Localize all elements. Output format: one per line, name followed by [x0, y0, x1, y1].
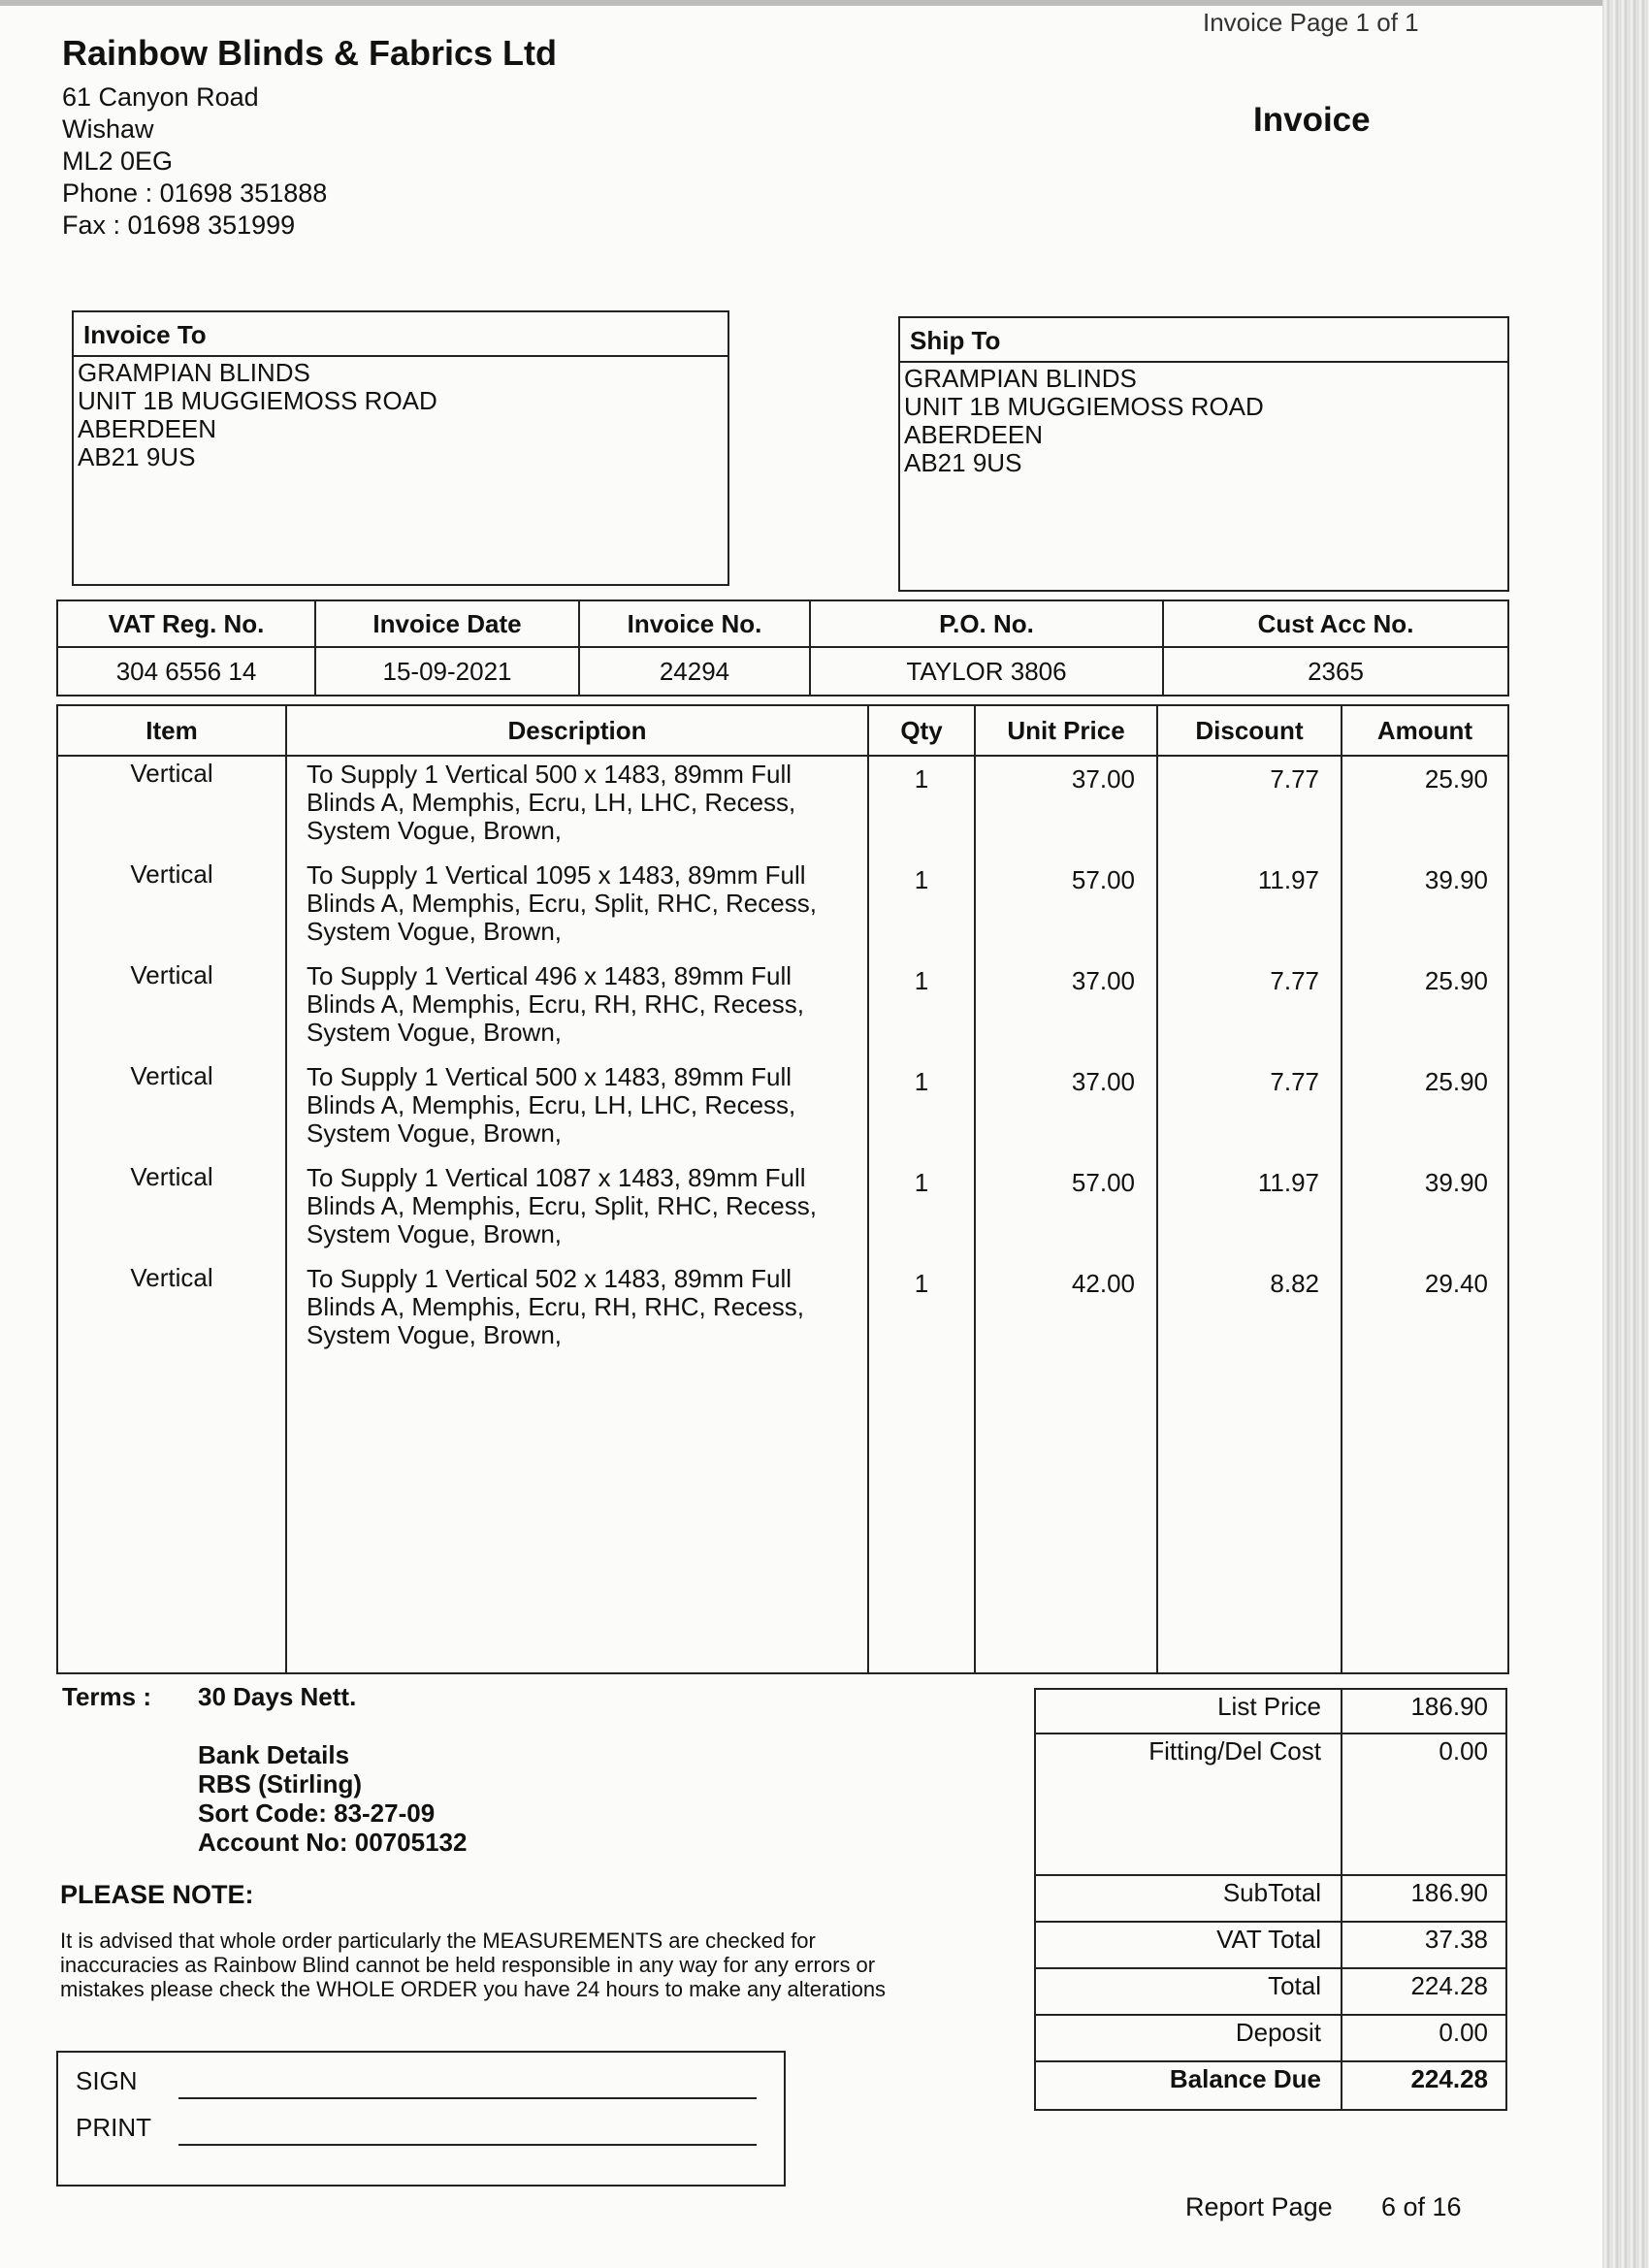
deposit-label: Deposit [1235, 2018, 1321, 2047]
qty-cell: 1 [914, 1067, 929, 1096]
invoice-date-header: Invoice Date [315, 600, 579, 647]
cust-acc-value: 2365 [1163, 647, 1508, 696]
totals-box [1034, 1688, 1507, 2111]
discount-header: Discount [1195, 716, 1304, 745]
line-items-table [56, 704, 1509, 1674]
scan-edge-top [0, 0, 1602, 6]
vat-reg-header: VAT Reg. No. [57, 600, 315, 647]
bank-line: Sort Code: 83-27-09 [198, 1798, 436, 1828]
ship-to-label: Ship To [900, 318, 1507, 363]
description-line: System Vogue, Brown, [307, 917, 563, 946]
address-line: GRAMPIAN BLINDS [904, 364, 1137, 393]
balance-value: 224.28 [1410, 2064, 1488, 2093]
description-cell [307, 962, 927, 1047]
terms-label: Terms : [62, 1682, 151, 1711]
invoice-page-number: Invoice Page 1 of 1 [1203, 8, 1419, 37]
item-cell: Vertical [130, 960, 213, 989]
address-line: ABERDEEN [904, 420, 1044, 449]
address-line: ABERDEEN [78, 414, 217, 443]
company-name: Rainbow Blinds & Fabrics Ltd [62, 33, 558, 73]
description-cell [307, 1265, 927, 1349]
bank-line: RBS (Stirling) [198, 1769, 362, 1798]
ship-to-box [898, 316, 1509, 592]
total-row [1036, 1969, 1505, 2016]
address-line: UNIT 1B MUGGIEMOSS ROAD [904, 392, 1264, 421]
amount-header: Amount [1376, 716, 1473, 745]
qty-cell: 1 [914, 966, 929, 995]
print-label: PRINT [76, 2113, 151, 2142]
invoice-no-header: Invoice No. [579, 600, 810, 647]
qty-cell: 1 [914, 1168, 929, 1197]
sign-label: SIGN [76, 2066, 138, 2095]
po-no-value: TAYLOR 3806 [810, 647, 1163, 696]
list-price-value: 186.90 [1410, 1692, 1488, 1721]
list-price-label: List Price [1217, 1692, 1321, 1721]
description-line: To Supply 1 Vertical 500 x 1483, 89mm Full [307, 760, 792, 789]
report-page-value: 6 of 16 [1381, 2192, 1462, 2221]
table-row [58, 960, 1507, 1061]
print-line[interactable] [178, 2144, 757, 2146]
company-phone: Phone : 01698 351888 [62, 178, 328, 208]
deposit-value: 0.00 [1439, 2018, 1488, 2047]
note-line: inaccuracies as Rainbow Blind cannot be held responsible in any way for any errors or [60, 1953, 876, 1977]
invoice-to-label: Invoice To [74, 312, 728, 357]
description-cell [307, 1063, 927, 1148]
description-line: Blinds A, Memphis, Ecru, LH, LHC, Recess, [307, 1090, 796, 1119]
company-fax: Fax : 01698 351999 [62, 211, 296, 240]
fitting-row [1036, 1734, 1505, 1876]
vat-value: 37.38 [1424, 1925, 1488, 1954]
table-row [58, 1061, 1507, 1162]
subtotal-value: 186.90 [1410, 1878, 1488, 1907]
fitting-label: Fitting/Del Cost [1148, 1736, 1321, 1766]
po-no-header: P.O. No. [810, 600, 1163, 647]
table-row [58, 1162, 1507, 1263]
unit-price-cell: 57.00 [1071, 865, 1135, 894]
note-line: mistakes please check the WHOLE ORDER you have 24 hours to make any alterations [60, 1977, 887, 2001]
subtotal-row [1036, 1876, 1505, 1923]
description-line: To Supply 1 Vertical 1095 x 1483, 89mm Full [307, 860, 806, 890]
total-label: Total [1268, 1971, 1321, 2000]
subtotal-label: SubTotal [1222, 1878, 1321, 1907]
unit-price-cell: 57.00 [1071, 1168, 1135, 1197]
invoice-to-box [72, 310, 729, 586]
unit-price-cell: 42.00 [1071, 1269, 1135, 1298]
item-cell: Vertical [130, 1263, 213, 1292]
amount-cell: 29.40 [1424, 1269, 1488, 1298]
description-line: To Supply 1 Vertical 1087 x 1483, 89mm Full [307, 1163, 806, 1192]
qty-cell: 1 [914, 865, 929, 894]
note-line: It is advised that whole order particularly the MEASUREMENTS are checked for [60, 1928, 816, 1953]
invoice-date-value: 15-09-2021 [315, 647, 579, 696]
description-line: System Vogue, Brown, [307, 816, 563, 845]
vat-reg-value: 304 6556 14 [57, 647, 315, 696]
unit-price-cell: 37.00 [1071, 764, 1135, 794]
vat-row [1036, 1923, 1505, 1969]
address-line: GRAMPIAN BLINDS [78, 358, 310, 387]
description-line: System Vogue, Brown, [307, 1320, 563, 1349]
amount-cell: 39.90 [1424, 1168, 1488, 1197]
deposit-row [1036, 2016, 1505, 2062]
report-page-label: Report Page [1185, 2192, 1333, 2221]
bank-details [198, 1740, 467, 1857]
unit-price-cell: 37.00 [1071, 966, 1135, 995]
amount-cell: 25.90 [1424, 764, 1488, 794]
scan-edge-right [1602, 0, 1649, 2268]
balance-label: Balance Due [1169, 2064, 1321, 2093]
description-line: Blinds A, Memphis, Ecru, Split, RHC, Recess, [307, 889, 817, 918]
description-line: To Supply 1 Vertical 502 x 1483, 89mm Full [307, 1264, 792, 1293]
discount-cell: 7.77 [1270, 764, 1319, 794]
terms-value: 30 Days Nett. [198, 1682, 357, 1711]
note-title: PLEASE NOTE: [60, 1880, 254, 1909]
item-cell: Vertical [130, 859, 213, 889]
item-cell: Vertical [130, 1162, 213, 1191]
invoice-info-table [56, 599, 1509, 697]
amount-cell: 39.90 [1424, 865, 1488, 894]
discount-cell: 7.77 [1270, 966, 1319, 995]
description-cell [307, 1164, 927, 1248]
discount-cell: 8.82 [1270, 1269, 1319, 1298]
qty-cell: 1 [914, 1269, 929, 1298]
signature-box [56, 2051, 786, 2187]
balance-row [1036, 2062, 1505, 2109]
description-cell [307, 861, 927, 946]
table-row [58, 859, 1507, 960]
description-line: System Vogue, Brown, [307, 1118, 563, 1148]
vat-label: VAT Total [1216, 1925, 1321, 1954]
item-cell: Vertical [130, 759, 213, 788]
unit-price-cell: 37.00 [1071, 1067, 1135, 1096]
table-row [58, 1263, 1507, 1364]
ship-to-address [900, 363, 1507, 479]
bank-line: Bank Details [198, 1740, 350, 1769]
qty-cell: 1 [914, 764, 929, 794]
sign-line[interactable] [178, 2097, 757, 2099]
company-address-line: ML2 0EG [62, 146, 174, 176]
description-line: Blinds A, Memphis, Ecru, RH, RHC, Recess, [307, 989, 804, 1019]
item-header: Item [146, 716, 198, 745]
company-address-line: Wishaw [62, 114, 154, 144]
discount-cell: 11.97 [1257, 865, 1319, 894]
description-line: Blinds A, Memphis, Ecru, Split, RHC, Recess, [307, 1191, 817, 1220]
description-line: To Supply 1 Vertical 496 x 1483, 89mm Full [307, 961, 792, 990]
invoice-title: Invoice [1253, 101, 1371, 139]
list-price-row [1036, 1690, 1505, 1734]
bank-line: Account No: 00705132 [198, 1828, 468, 1857]
total-value: 224.28 [1410, 1971, 1488, 2000]
table-row [58, 759, 1507, 859]
description-line: To Supply 1 Vertical 500 x 1483, 89mm Full [307, 1062, 792, 1091]
description-line: Blinds A, Memphis, Ecru, RH, RHC, Recess, [307, 1292, 804, 1321]
description-line: Blinds A, Memphis, Ecru, LH, LHC, Recess, [307, 788, 796, 817]
description-line: System Vogue, Brown, [307, 1219, 563, 1248]
address-line: AB21 9US [78, 442, 196, 471]
address-line: AB21 9US [904, 448, 1022, 477]
item-cell: Vertical [130, 1061, 213, 1090]
qty-header: Qty [900, 716, 943, 745]
invoice-no-value: 24294 [579, 647, 810, 696]
company-address-line: 61 Canyon Road [62, 82, 259, 112]
description-cell [307, 761, 927, 845]
description-line: System Vogue, Brown, [307, 1018, 563, 1047]
amount-cell: 25.90 [1424, 966, 1488, 995]
address-line: UNIT 1B MUGGIEMOSS ROAD [78, 386, 437, 415]
invoice-to-address [74, 357, 728, 473]
discount-cell: 11.97 [1257, 1168, 1319, 1197]
fitting-value: 0.00 [1439, 1736, 1488, 1766]
discount-cell: 7.77 [1270, 1067, 1319, 1096]
note-text [60, 1928, 991, 2001]
description-header: Description [507, 716, 647, 745]
cust-acc-header: Cust Acc No. [1163, 600, 1508, 647]
amount-cell: 25.90 [1424, 1067, 1488, 1096]
unit-price-header: Unit Price [1007, 716, 1125, 745]
